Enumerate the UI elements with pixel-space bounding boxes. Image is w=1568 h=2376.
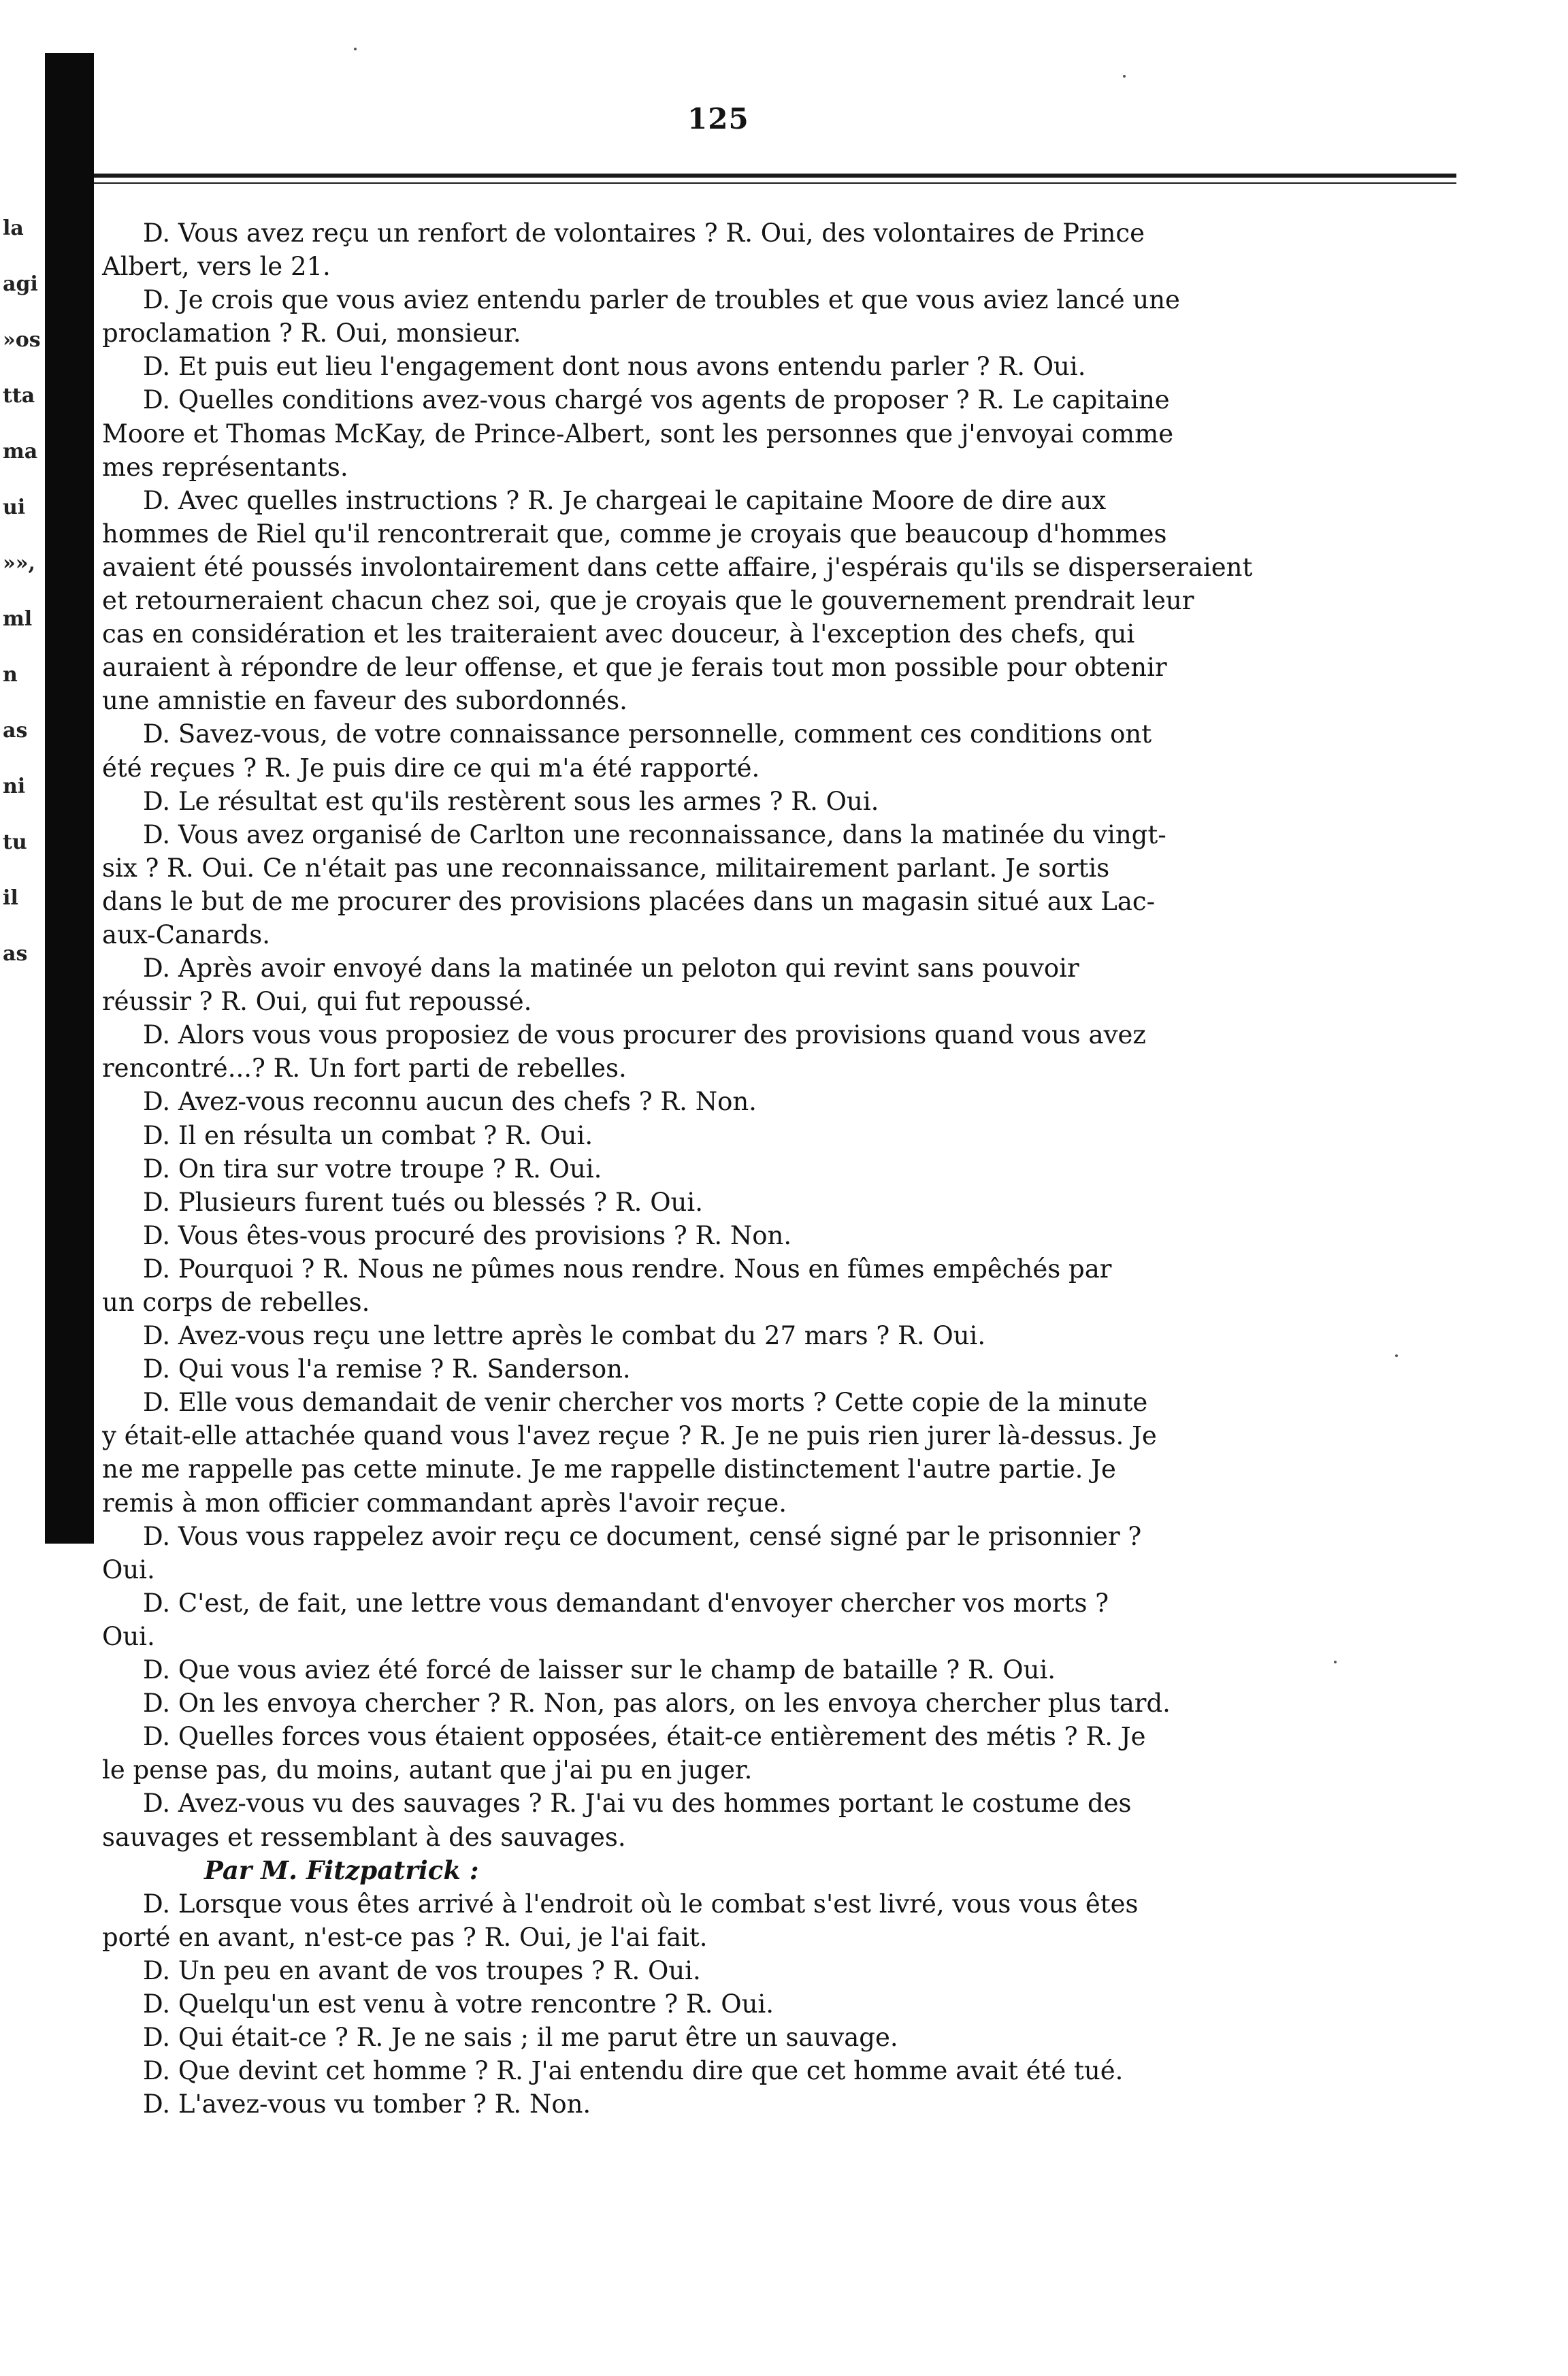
text-line: dans le but de me procurer des provisions placées dans un magasin situé aux Lac- bbox=[102, 886, 1156, 916]
text-line: un corps de rebelles. bbox=[102, 1288, 370, 1317]
text-line: D. Savez-vous, de votre connaissance personnelle, comment ces conditions ont bbox=[143, 719, 1152, 749]
text-line: cas en considération et les traiteraient avec douceur, à l'exception des chefs, qui bbox=[102, 619, 1135, 649]
text-line: mes représentants. bbox=[102, 452, 348, 482]
text-line: et retourneraient chacun chez soi, que je croyais que le gouvernement prendrait leur bbox=[102, 586, 1194, 616]
text-line: D. Avez-vous reconnu aucun des chefs ? R. Non. bbox=[143, 1087, 757, 1117]
header-rule-thin bbox=[75, 182, 1456, 184]
text-line: réussir ? R. Oui, qui fut repoussé. bbox=[102, 987, 532, 1017]
text-line: D. Qui vous l'a remise ? R. Sanderson. bbox=[143, 1354, 631, 1384]
text-line: ne me rappelle pas cette minute. Je me rappelle distinctement l'autre partie. Je bbox=[102, 1454, 1116, 1484]
margin-fragments bbox=[0, 0, 45, 1021]
margin-fragment: as bbox=[3, 942, 28, 966]
speaker-heading: Par M. Fitzpatrick : bbox=[204, 1855, 479, 1885]
text-line: le pense pas, du moins, autant que j'ai pu en juger. bbox=[102, 1755, 753, 1785]
text-line: D. Et puis eut lieu l'engagement dont nous avons entendu parler ? R. Oui. bbox=[143, 352, 1086, 382]
margin-fragment: n bbox=[3, 663, 18, 687]
text-line: D. Elle vous demandait de venir chercher vos morts ? Cette copie de la minute bbox=[143, 1388, 1148, 1418]
text-line: D. Après avoir envoyé dans la matinée un peloton qui revint sans pouvoir bbox=[143, 954, 1079, 983]
scan-speck bbox=[1395, 1354, 1398, 1357]
text-line: D. Qui était-ce ? R. Je ne sais ; il me parut être un sauvage. bbox=[143, 2023, 898, 2053]
margin-fragment: as bbox=[3, 719, 28, 743]
text-line: D. L'avez-vous vu tomber ? R. Non. bbox=[143, 2089, 591, 2119]
text-line: D. Pourquoi ? R. Nous ne pûmes nous rendre. Nous en fûmes empêchés par bbox=[143, 1254, 1112, 1284]
text-line: D. Quelqu'un est venu à votre rencontre ? R. Oui. bbox=[143, 1989, 774, 2019]
text-line: aux-Canards. bbox=[102, 920, 270, 949]
text-line: D. Vous êtes-vous procuré des provisions ? R. Non. bbox=[143, 1220, 792, 1250]
text-line: Oui. bbox=[102, 1555, 155, 1584]
text-line: hommes de Riel qu'il rencontrerait que, comme je croyais que beaucoup d'hommes bbox=[102, 519, 1167, 549]
margin-fragment: la bbox=[3, 216, 24, 240]
margin-fragment: il bbox=[3, 886, 18, 910]
scan-speck bbox=[1334, 1661, 1337, 1663]
header-rule-thick bbox=[75, 174, 1456, 178]
text-line: auraient à répondre de leur offense, et que je ferais tout mon possible pour obtenir bbox=[102, 653, 1167, 683]
margin-fragment: »os bbox=[3, 328, 41, 352]
text-line: D. Que devint cet homme ? R. J'ai entendu dire que cet homme avait été tué. bbox=[143, 2056, 1124, 2086]
text-line: proclamation ? R. Oui, monsieur. bbox=[102, 319, 521, 348]
text-line: Albert, vers le 21. bbox=[102, 252, 331, 282]
margin-fragment: ui bbox=[3, 495, 26, 519]
text-line: D. Vous avez reçu un renfort de volontaires ? R. Oui, des volontaires de Prince bbox=[143, 218, 1145, 248]
text-line: six ? R. Oui. Ce n'était pas une reconnaissance, militairement parlant. Je sortis bbox=[102, 853, 1110, 883]
text-line: sauvages et ressemblant à des sauvages. bbox=[102, 1822, 626, 1852]
text-line: Moore et Thomas McKay, de Prince-Albert, sont les personnes que j'envoyai comme bbox=[102, 419, 1174, 449]
text-line: D. Avez-vous reçu une lettre après le combat du 27 mars ? R. Oui. bbox=[143, 1321, 986, 1351]
binding-shadow bbox=[45, 53, 94, 1544]
text-line: Oui. bbox=[102, 1621, 155, 1651]
margin-fragment: ma bbox=[3, 440, 38, 463]
page-number: 125 bbox=[687, 102, 749, 135]
margin-fragment: »», bbox=[3, 551, 35, 575]
text-line: D. Vous avez organisé de Carlton une reconnaissance, dans la matinée du vingt- bbox=[143, 819, 1166, 849]
scan-speck bbox=[1123, 75, 1126, 78]
text-line: été reçues ? R. Je puis dire ce qui m'a été rapporté. bbox=[102, 753, 760, 783]
text-line: D. On les envoya chercher ? R. Non, pas alors, on les envoya chercher plus tard. bbox=[143, 1689, 1171, 1719]
text-line: une amnistie en faveur des subordonnés. bbox=[102, 686, 627, 716]
text-line: D. Alors vous vous proposiez de vous procurer des provisions quand vous avez bbox=[143, 1020, 1146, 1050]
text-line: D. Que vous aviez été forcé de laisser sur le champ de bataille ? R. Oui. bbox=[143, 1655, 1056, 1685]
margin-fragment: tu bbox=[3, 830, 27, 854]
text-line: avaient été poussés involontairement dans cette affaire, j'espérais qu'ils se disperseraient bbox=[102, 552, 1253, 582]
text-line: D. C'est, de fait, une lettre vous demandant d'envoyer chercher vos morts ? bbox=[143, 1588, 1109, 1618]
text-line: porté en avant, n'est-ce pas ? R. Oui, je l'ai fait. bbox=[102, 1922, 708, 1952]
margin-fragment: agi bbox=[3, 272, 38, 296]
text-line: D. Avez-vous vu des sauvages ? R. J'ai vu des hommes portant le costume des bbox=[143, 1789, 1132, 1819]
text-line: D. Quelles conditions avez-vous chargé vos agents de proposer ? R. Le capitaine bbox=[143, 385, 1170, 415]
margin-fragment: ml bbox=[3, 607, 33, 631]
text-line: D. Le résultat est qu'ils restèrent sous les armes ? R. Oui. bbox=[143, 786, 879, 816]
text-line: D. Lorsque vous êtes arrivé à l'endroit où le combat s'est livré, vous vous êtes bbox=[143, 1889, 1139, 1919]
text-line: D. Avec quelles instructions ? R. Je chargeai le capitaine Moore de dire aux bbox=[143, 485, 1107, 515]
text-line: remis à mon officier commandant après l'avoir reçue. bbox=[102, 1488, 787, 1518]
text-line: D. Vous vous rappelez avoir reçu ce document, censé signé par le prisonnier ? bbox=[143, 1521, 1142, 1551]
margin-fragment: ni bbox=[3, 775, 26, 798]
margin-fragment: tta bbox=[3, 384, 35, 408]
text-line: D. Plusieurs furent tués ou blessés ? R. Oui. bbox=[143, 1187, 703, 1217]
text-line: D. Un peu en avant de vos troupes ? R. Oui. bbox=[143, 1955, 701, 1985]
body-text bbox=[102, 216, 1416, 2121]
text-line: D. On tira sur votre troupe ? R. Oui. bbox=[143, 1154, 602, 1184]
text-line: y était-elle attachée quand vous l'avez reçue ? R. Je ne puis rien jurer là-dessus. Je bbox=[102, 1421, 1157, 1451]
scan-speck bbox=[354, 48, 357, 50]
text-line: D. Quelles forces vous étaient opposées, était-ce entièrement des métis ? R. Je bbox=[143, 1722, 1146, 1752]
text-line: D. Il en résulta un combat ? R. Oui. bbox=[143, 1120, 593, 1150]
text-line: rencontré...? R. Un fort parti de rebelles. bbox=[102, 1054, 627, 1084]
text-line: D. Je crois que vous aviez entendu parler de troubles et que vous aviez lancé une bbox=[143, 285, 1180, 315]
